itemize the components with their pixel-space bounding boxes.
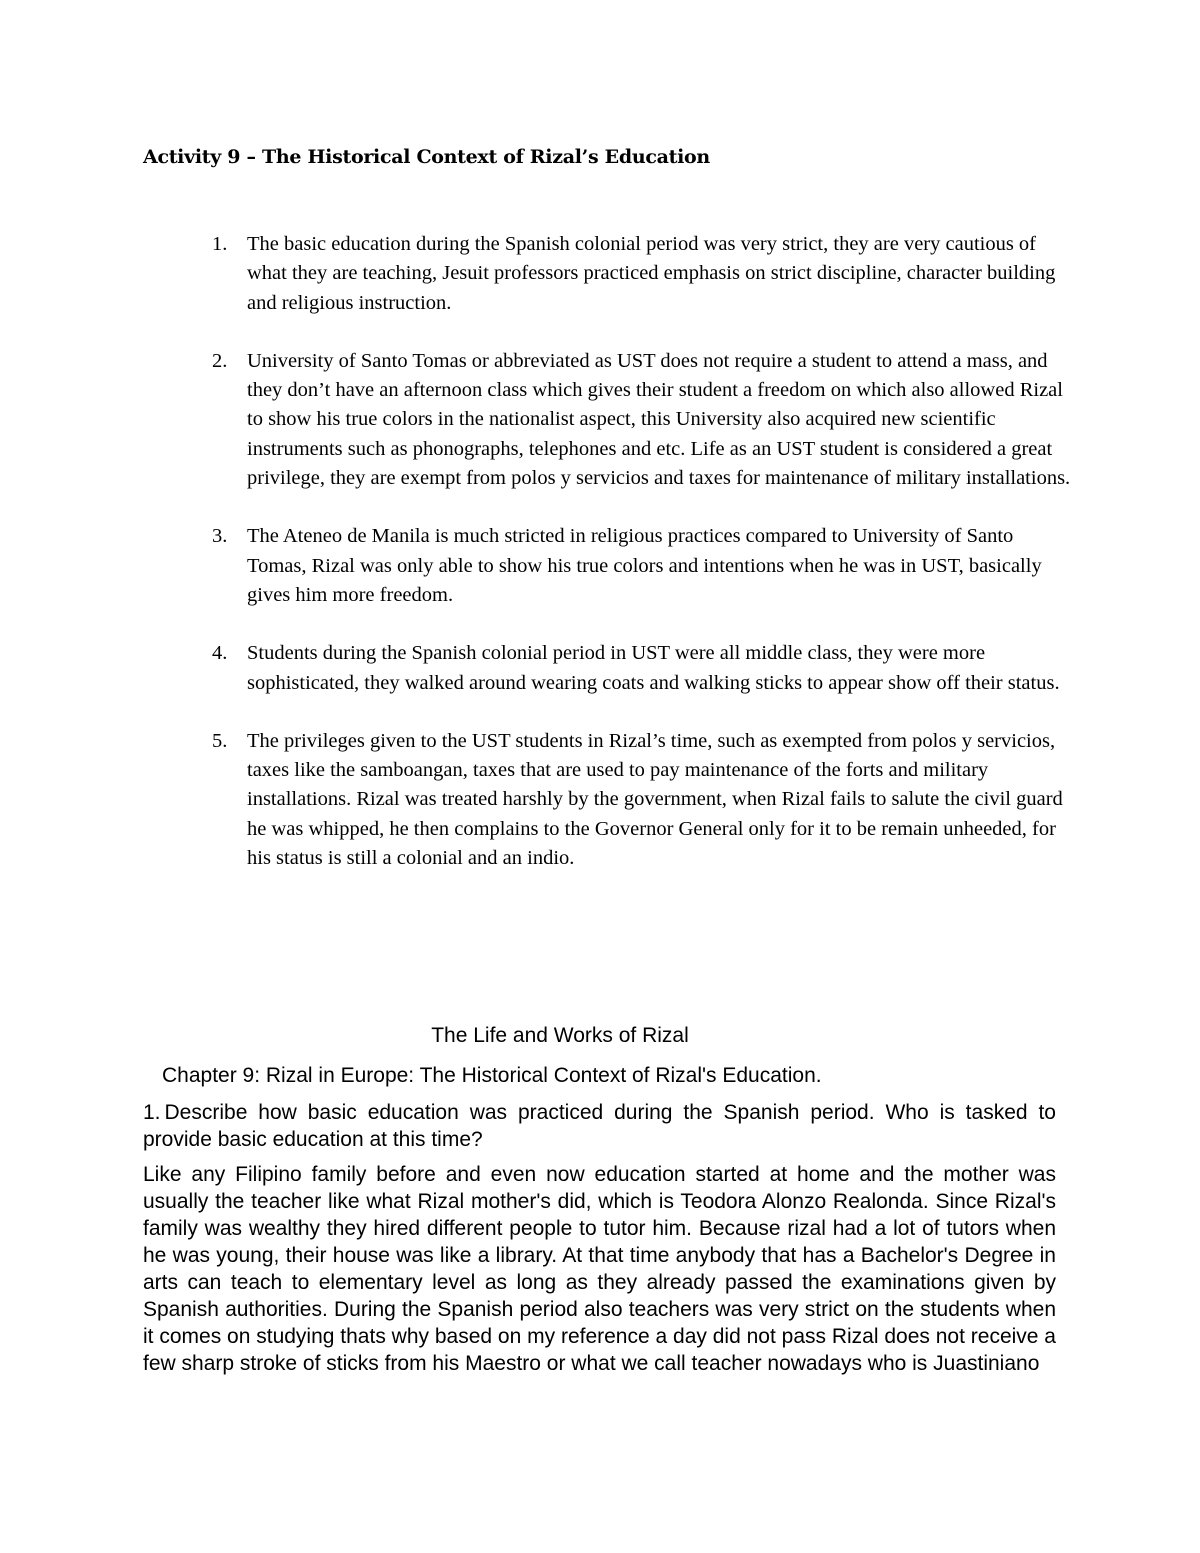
question-text: Describe how basic education was practiced during the Spanish period. Who is tasked to provide basic education at this time? — [143, 1101, 1056, 1151]
list-item — [212, 727, 1072, 873]
activity-answer-list — [212, 230, 1072, 902]
essay-body — [143, 1099, 1056, 1385]
list-item — [212, 522, 1072, 610]
list-item-text: The Ateneo de Manila is much stricted in religious practices compared to University of Santo Tomas, Rizal was only able to show his true colors and intentions when he was in UST, basically gives him more freedom. — [247, 525, 1042, 606]
list-item-text: Students during the Spanish colonial period in UST were all middle class, they were more sophisticated, they walked around wearing coats and walking sticks to appear show off their status. — [247, 642, 1060, 694]
list-item — [212, 639, 1072, 698]
list-item — [212, 230, 1072, 318]
list-item-number: 2. — [212, 349, 228, 372]
activity-title: Activity 9 – The Historical Context of Rizal’s Education — [143, 146, 710, 168]
list-item-number: 1. — [212, 233, 228, 255]
list-item-text: The basic education during the Spanish colonial period was very strict, they are very cautious of what they are teaching, Jesuit professors practiced emphasis on strict discipline, character building and religious instruction. — [247, 233, 1056, 314]
section-title: The Life and Works of Rizal — [431, 1024, 689, 1047]
list-item-number: 5. — [212, 729, 228, 752]
question-number: 1. — [143, 1101, 161, 1124]
chapter-title: Chapter 9: Rizal in Europe: The Historical Context of Rizal's Education. — [162, 1064, 822, 1087]
list-item-number: 3. — [212, 525, 228, 548]
list-item-text: The privileges given to the UST students in Rizal’s time, such as exempted from polos y servicios, taxes like the samboangan, taxes that are used to pay maintenance of the forts and military installations. Rizal was treated harshly by the government, when Rizal fails to salute the civil guard he was whipped, he then complains to the Governor General only for it to be remain unheeded, for his status is still a colonial and an indio. — [247, 729, 1063, 870]
list-item-number: 4. — [212, 642, 228, 665]
essay-answer: Like any Filipino family before and even now education started at home and the mother was usually the teacher like what Rizal mother's did, which is Teodora Alonzo Realonda. Since Rizal's family was wealthy they hired different people to tutor him. Because rizal had a lot of tutors when he was young, their house was like a library. At that time anybody that has a Bachelor's Degree in arts can teach to elementary level as long as they already passed the examinations given by Spanish authorities. During the Spanish period also teachers was very strict on the students when it comes on studying thats why based on my reference a day did not pass Rizal does not receive a few sharp stroke of sticks from his Maestro or what we call teacher nowadays who is Juastiniano — [143, 1163, 1056, 1375]
list-item — [212, 347, 1072, 493]
list-item-text: University of Santo Tomas or abbreviated as UST does not require a student to attend a mass, and they don’t have an afternoon class which gives their student a freedom on which also allowed Rizal to show his true colors in the nationalist aspect, this University also acquired new scientific instruments such as phonographs, telephones and etc. Life as an UST student is considered a great privilege, they are exempt from polos y servicios and taxes for maintenance of military installations. — [247, 349, 1071, 490]
essay-question — [143, 1099, 1056, 1153]
